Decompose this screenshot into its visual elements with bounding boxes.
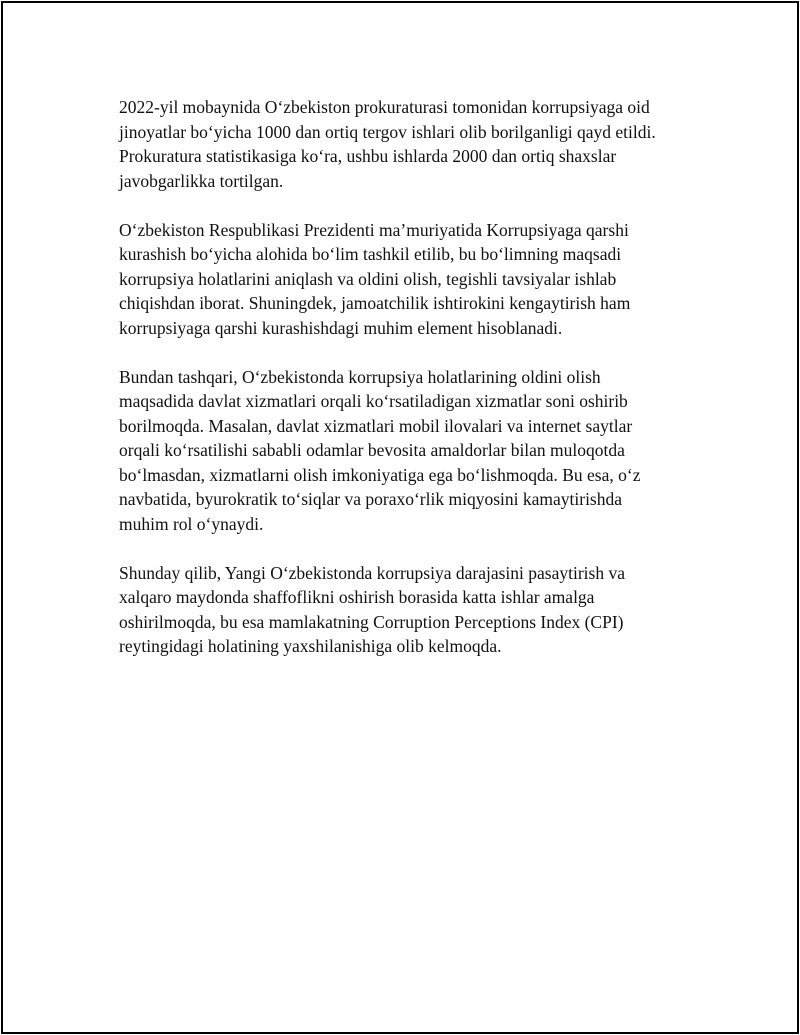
document-body: [119, 95, 699, 683]
paragraph-4: Shunday qilib, Yangi O‘zbekistonda korrupsiya darajasini pasaytirish va xalqaro maydonda shaffoflikni oshirish borasida katta ishlar amalga oshirilmoqda, bu esa mamlakatning Corruption Perceptions Index (CPI) reytingidagi holatining yaxshilanishiga olib kelmoqda.: [119, 562, 625, 656]
page-border: [1, 1, 799, 1034]
paragraph-2: O‘zbekiston Respublikasi Prezidenti ma’muriyatida Korrupsiyaga qarshi kurashish bo‘yicha alohida bo‘lim tashkil etilib, bu bo‘limning maqsadi korrupsiya holatlarini aniqlash va oldini olish, tegishli tavsiyalar ishlab chiqishdan iborat. Shuningdek, jamoatchilik ishtirokini kengaytirish ham korrupsiyaga qarshi kurashishdagi muhim element hisoblanadi.: [119, 219, 631, 338]
paragraph-3: Bundan tashqari, O‘zbekistonda korrupsiya holatlarining oldini olish maqsadida davlat xizmatlari orqali ko‘rsatiladigan xizmatlar soni oshirib borilmoqda. Masalan, davlat xizmatlari mobil ilovalari va internet saytlar orqali ko‘rsatilishi sababli odamlar bevosita amaldorlar bilan muloqotda bo‘lmasdan, xizmatlarni olish imkoniyatiga ega bo‘lishmoqda. Bu esa, o‘z navbatida, byurokratik to‘siqlar va poraxo‘rlik miqyosini kamaytirishda muhim rol o‘ynaydi.: [119, 366, 641, 534]
paragraph-1: 2022-yil mobaynida O‘zbekiston prokuraturasi tomonidan korrupsiyaga oid jinoyatlar bo‘yicha 1000 dan ortiq tergov ishlari olib borilganligi qayd etildi. Prokuratura statistikasiga ko‘ra, ushbu ishlarda 2000 dan ortiq shaxslar javobgarlikka tortilgan.: [119, 97, 656, 191]
